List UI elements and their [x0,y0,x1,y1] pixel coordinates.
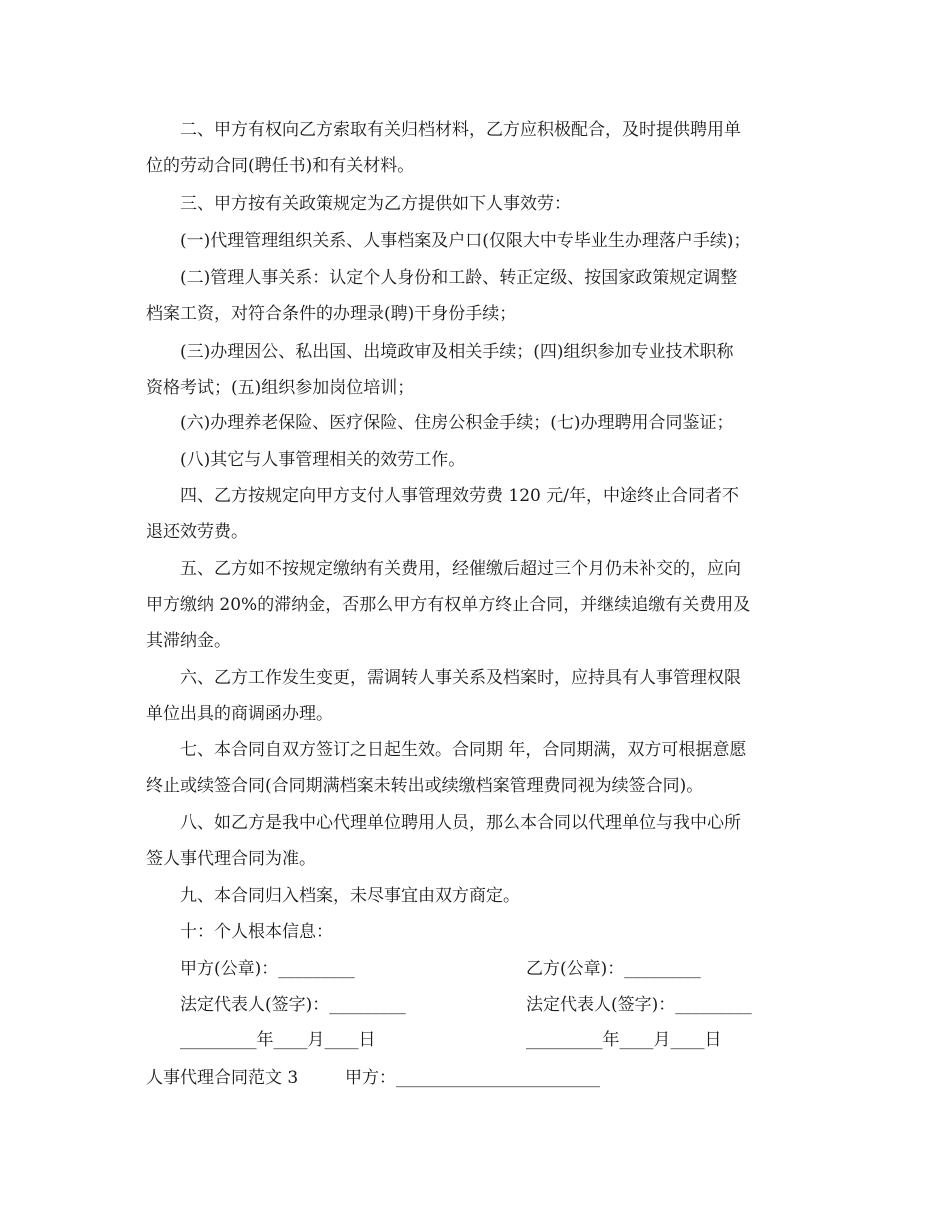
paragraph-4 [146,478,806,550]
next-document-title: 人事代理合同范文 3 [146,1068,299,1088]
paragraph-3 [146,186,806,222]
text-line: 其滞纳金。 [146,631,231,651]
text-line: 位的劳动合同(聘任书)和有关材料。 [146,156,415,176]
next-document-party-a: 甲方：________________________ [345,1068,600,1088]
paragraph-8 [146,805,806,877]
paragraph-9 [146,878,806,914]
text-line: (六)办理养老保险、医疗保险、住房公积金手续；(七)办理聘用合同鉴证； [180,413,734,433]
paragraph-3-item-2 [146,260,806,332]
text-line: (三)办理因公、私出国、出境政审及相关手续；(四)组织参加专业技术职称 [180,342,734,362]
paragraph-3-item-8 [146,442,806,478]
paragraph-10 [146,914,806,950]
text-line: 甲方缴纳 20%的滞纳金，否那么甲方有权单方终止合同，并继续追缴有关费用及 [146,595,751,615]
text-line: 五、乙方如不按规定缴纳有关费用，经催缴后超过三个月仍未补交的，应向 [180,559,741,579]
paragraph-6 [146,660,806,732]
text-line: 八、如乙方是我中心代理单位聘用人员，那么本合同以代理单位与我中心所 [180,813,741,833]
text-line: 档案工资，对符合条件的办理录(聘)干身份手续； [146,304,517,324]
text-line: 二、甲方有权向乙方索取有关归档材料，乙方应积极配合，及时提供聘用单 [180,120,741,140]
text-line: 九、本合同归入档案，未尽事宜由双方商定。 [180,886,520,906]
paragraph-2 [146,112,806,184]
party-b-representative-field: 法定代表人(签字)：_________ [526,995,752,1015]
text-line: 资格考试；(五)组织参加岗位培训； [146,378,415,398]
text-line: 四、乙方按规定向甲方支付人事管理效劳费 120 元/年，中途终止合同者不 [180,486,739,506]
text-line: 退还效劳费。 [146,522,248,542]
paragraph-3-item-6 [146,405,806,441]
paragraph-7 [146,732,806,804]
paragraph-3-item-1 [146,223,806,259]
party-a-representative-field: 法定代表人(签字)：_________ [180,995,406,1015]
party-a-seal-field: 甲方(公章)：_________ [180,959,355,979]
party-b-seal-field: 乙方(公章)：_________ [526,959,701,979]
text-line: (一)代理管理组织关系、人事档案及户口(仅限大中专毕业生办理落户手续)； [180,231,751,251]
paragraph-5 [146,551,806,659]
party-a-date-field: _________年____月____日 [180,1030,376,1050]
paragraph-3-item-3 [146,334,806,406]
text-line: 签人事代理合同为准。 [146,849,316,869]
text-line: (八)其它与人事管理相关的效劳工作。 [180,450,466,470]
text-line: 十：个人根本信息： [180,922,333,942]
text-line: 单位出具的商调函办理。 [146,704,333,724]
text-line: (二)管理人事关系：认定个人身份和工龄、转正定级、按国家政策规定调整 [180,268,738,288]
text-line: 终止或续签合同(合同期满档案未转出或续缴档案管理费同视为续签合同)。 [146,776,704,796]
text-line: 七、本合同自双方签订之日起生效。合同期 年，合同期满，双方可根据意愿 [180,740,747,760]
party-b-date-field: _________年____月____日 [526,1030,722,1050]
text-line: 三、甲方按有关政策规定为乙方提供如下人事效劳： [180,194,571,214]
text-line: 六、乙方工作发生变更，需调转人事关系及档案时，应持具有人事管理权限 [180,668,741,688]
